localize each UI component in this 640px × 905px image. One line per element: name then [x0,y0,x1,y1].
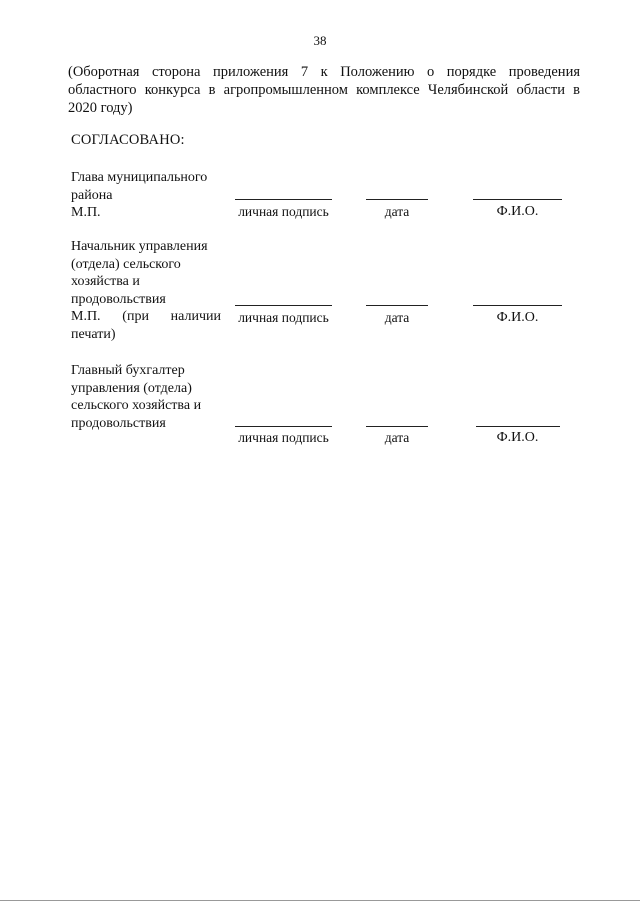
signature-caption: личная подпись [238,204,329,219]
signatory-label-line: Глава муниципального [71,170,208,185]
preamble-text [68,63,580,117]
signatory-label-line: района [71,187,113,203]
date-line[interactable] [366,305,428,306]
page-number: 38 [313,33,327,48]
preamble-line: областного конкурса в агропромышленном комплексе Челябинской области в [68,82,580,98]
signatory-label-line: Главный бухгалтер [71,363,185,378]
approval-block-chief-accountant [71,362,571,452]
signatory-label-line: управления (отдела) [71,380,192,396]
name-line[interactable] [473,305,562,306]
preamble-line: 2020 году) [68,100,133,116]
name-caption: Ф.И.О. [496,430,539,445]
scan-bottom-edge [0,900,640,901]
signature-caption: личная подпись [238,310,329,325]
date-caption: дата [384,430,410,445]
signatory-label [71,169,221,222]
name-caption: Ф.И.О. [496,204,539,219]
name-caption: Ф.И.О. [496,310,539,325]
signature-line[interactable] [235,199,332,200]
signatory-label [71,238,221,343]
approved-heading: СОГЛАСОВАНО: [71,132,185,148]
signatory-label-line: Начальник управления [71,239,208,254]
stamp-place-label: М.П. (при наличии [71,309,221,324]
signatory-label-line: продовольствия [71,291,166,307]
stamp-place-label-cont: печати) [71,326,116,342]
preamble-line: (Оборотная сторона приложения 7 к Положению о порядке проведения [68,64,580,80]
date-caption: дата [384,310,410,325]
signatory-label-line: (отдела) сельского [71,256,181,272]
approval-block-department-head [71,238,571,348]
name-line[interactable] [476,426,560,427]
date-line[interactable] [366,199,428,200]
name-line[interactable] [473,199,562,200]
date-caption: дата [384,204,410,219]
signatory-label-line: продовольствия [71,415,166,431]
approval-block-district-head [71,169,571,229]
signatory-label [71,362,221,432]
date-line[interactable] [366,426,428,427]
stamp-place-label: М.П. [71,205,101,220]
signature-caption: личная подпись [238,430,329,445]
signature-line[interactable] [235,305,332,306]
signatory-label-line: хозяйства и [71,274,140,289]
signature-line[interactable] [235,426,332,427]
signatory-label-line: сельского хозяйства и [71,398,202,413]
